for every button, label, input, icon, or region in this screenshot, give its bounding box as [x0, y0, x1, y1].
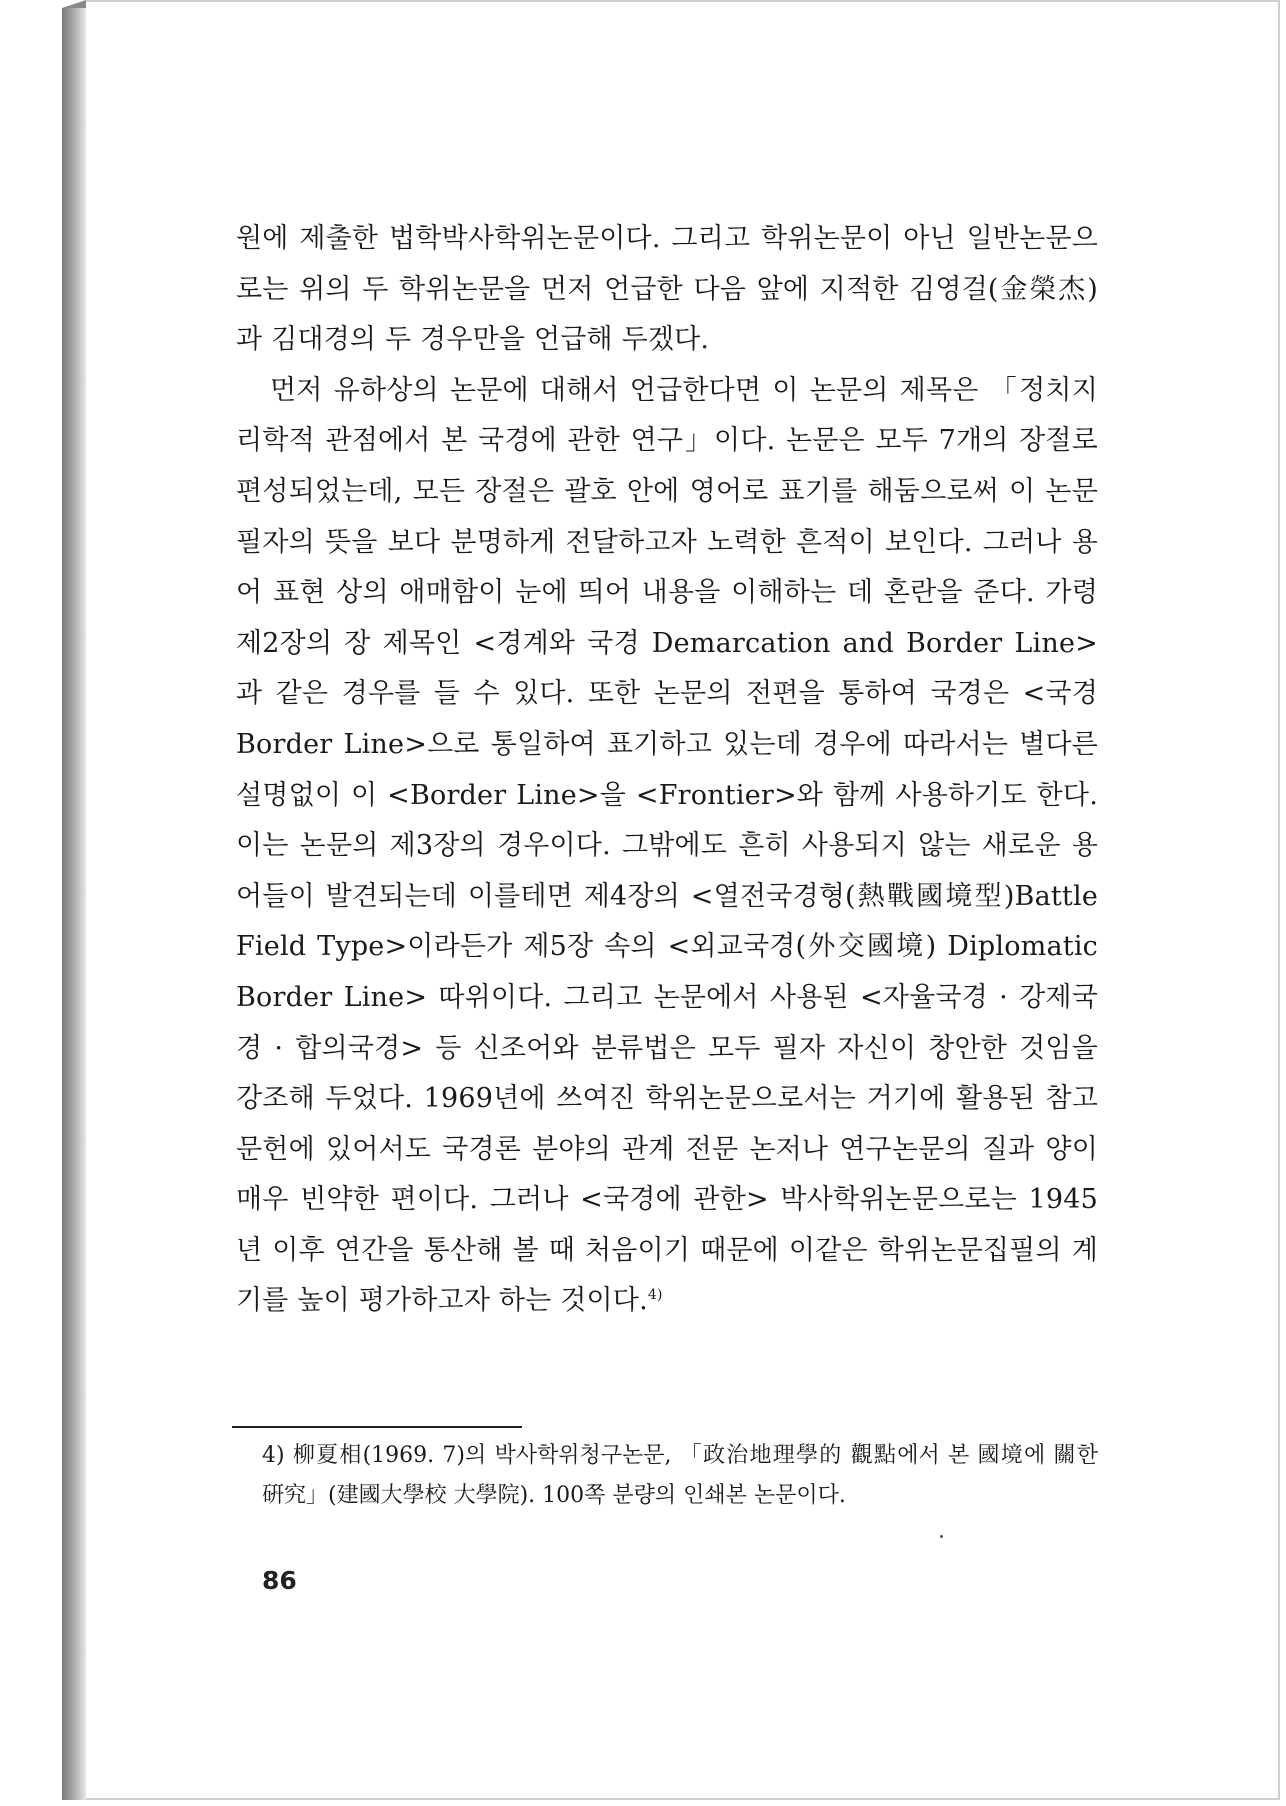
footnote-reference[interactable]: 4): [647, 1287, 663, 1304]
paragraph-text: 원에 제출한 법학박사학위논문이다. 그리고 학위논문이 아닌 일반논문으로는 위의 두 학위논문을 먼저 언급한 다음 앞에 지적한 김영걸(金榮杰)과 김대경의 두 경우만을 언급해 두겠다.: [236, 223, 1098, 356]
page-number: 86: [262, 1566, 297, 1595]
body-text: [236, 214, 1098, 1327]
paragraph: [236, 366, 1098, 1327]
book-spine-corner: [62, 0, 86, 8]
footnote: [262, 1436, 1098, 1516]
scan-speck: [940, 1535, 943, 1538]
book-page-edge: [62, 8, 86, 1800]
footnote-divider: [232, 1426, 522, 1428]
paragraph-text: 먼저 유하상의 논문에 대해서 언급한다면 이 논문의 제목은 「정치지리학적 관점에서 본 국경에 관한 연구」이다. 논문은 모두 7개의 장절로 편성되었는데, 모든 장절은 괄호 안에 영어로 표기를 해둠으로써 이 논문 필자의 뜻을 보다 분명하게 전달하고자 노력한 흔적이 보인다. 그러나 용어 표현 상의 애매함이 눈에 띄어 내용을 이해하는 데 혼란을 준다. 가령 제2장의 장 제목인 <경계와 국경 Demarcation and Border Line>과 같은 경우를 들 수 있다. 또한 논문의 전편을 통하여 국경은 <국경 Border Line>으로 통일하여 표기하고 있는데 경우에 따라서는 별다른 설명없이 이 <Border Line>을 <Frontier>와 함께 사용하기도 한다. 이는 논문의 제3장의 경우이다. 그밖에도 흔히 사용되지 않는 새로운 용어들이 발견되는데 이를테면 제4장의 <열전국경형(熱戰國境型)Battle Field Type>이라든가 제5장 속의 <외교국경(外交國境) Diplomatic Border Line> 따위이다. 그리고 논문에서 사용된 <자율국경 · 강제국경 · 합의국경> 등 신조어와 분류법은 모두 필자 자신이 창안한 것임을 강조해 두었다. 1969년에 쓰여진 학위논문으로서는 거기에 활용된 참고문헌에 있어서도 국경론 분야의 관계 전문 논저나 연구논문의 질과 양이 매우 빈약한 편이다. 그러나 <국경에 관한> 박사학위논문으로는 1945년 이후 연간을 통산해 볼 때 처음이기 때문에 이같은 학위논문집필의 계기를 높이 평가하고자 하는 것이다.: [236, 374, 1098, 1317]
footnote-text: 柳夏相(1969. 7)의 박사학위청구논문, 「政治地理學的 觀點에서 본 國境에 關한 硏究」(建國大學校 大學院). 100쪽 분량의 인쇄본 논문이다.: [262, 1443, 1098, 1508]
paragraph: [236, 214, 1098, 366]
footnote-number: 4): [262, 1443, 285, 1468]
